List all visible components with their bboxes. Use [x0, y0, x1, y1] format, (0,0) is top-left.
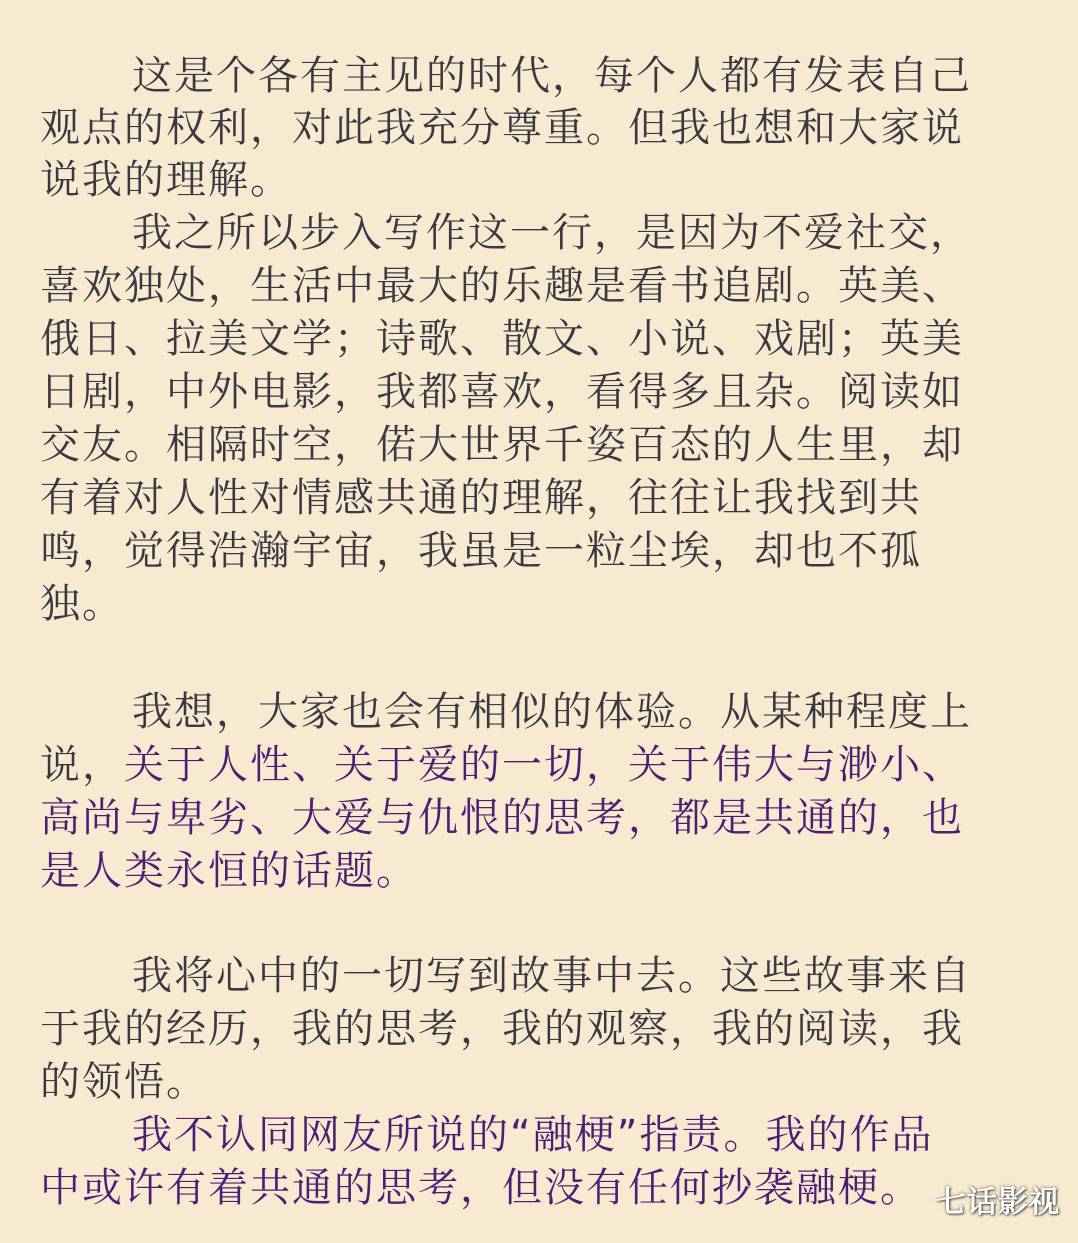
text-segment: 有着对人性对情感共通的理解，往往让我找到共	[40, 475, 922, 521]
highlight-text: 我不认同网友所说的“融梗”指责。我的作品	[132, 1112, 934, 1158]
highlight-text: 中或许有着共通的思考，但没有任何抄袭融梗。	[40, 1165, 922, 1211]
text-segment: 说我的理解。	[40, 157, 292, 203]
text-line	[40, 207, 972, 259]
text-line	[40, 1162, 922, 1214]
text-segment: 的领悟。	[40, 1059, 208, 1105]
watermark-logo: 七话影视	[936, 1185, 1060, 1220]
text-segment: 说，	[40, 742, 124, 788]
highlight-text: 是人类永恒的话题。	[40, 848, 418, 894]
text-line	[40, 845, 418, 897]
text-line	[40, 366, 964, 418]
text-line	[40, 739, 964, 791]
text-segment: 喜欢独处，生活中最大的乐趣是看书追剧。英美、	[40, 263, 964, 309]
text-line	[40, 578, 124, 630]
text-segment: 我想，大家也会有相似的体验。从某种程度上	[132, 689, 972, 735]
text-line	[40, 472, 922, 524]
text-line	[40, 154, 292, 206]
text-segment: 于我的经历，我的思考，我的观察，我的阅读，我	[40, 1006, 964, 1052]
text-line	[40, 1109, 933, 1161]
text-line	[40, 102, 964, 154]
text-segment: 这是个各有主见的时代，每个人都有发表自己	[132, 53, 972, 99]
text-line	[40, 260, 964, 312]
highlight-text: 关于人性、关于爱的一切，关于伟大与渺小、	[124, 742, 964, 788]
text-segment: 交友。相隔时空，偌大世界千姿百态的人生里，却	[40, 422, 964, 468]
text-segment: 鸣，觉得浩瀚宇宙，我虽是一粒尘埃，却也不孤	[40, 528, 922, 574]
text-line	[40, 1056, 208, 1108]
text-line	[40, 792, 964, 844]
text-line	[40, 686, 972, 738]
text-line	[40, 950, 972, 1002]
text-segment: 俄日、拉美文学；诗歌、散文、小说、戏剧；英美	[40, 316, 964, 362]
text-line	[40, 1003, 964, 1055]
text-segment: 独。	[40, 581, 124, 627]
text-line	[40, 313, 964, 365]
text-segment: 我之所以步入写作这一行，是因为不爱社交，	[132, 210, 972, 256]
text-segment: 观点的权利，对此我充分尊重。但我也想和大家说	[40, 105, 964, 151]
text-line	[40, 419, 964, 471]
text-line	[40, 50, 972, 102]
text-line	[40, 525, 922, 577]
highlight-text: 高尚与卑劣、大爱与仇恨的思考，都是共通的，也	[40, 795, 964, 841]
text-segment: 日剧，中外电影，我都喜欢，看得多且杂。阅读如	[40, 369, 964, 415]
text-segment: 我将心中的一切写到故事中去。这些故事来自	[132, 953, 972, 999]
